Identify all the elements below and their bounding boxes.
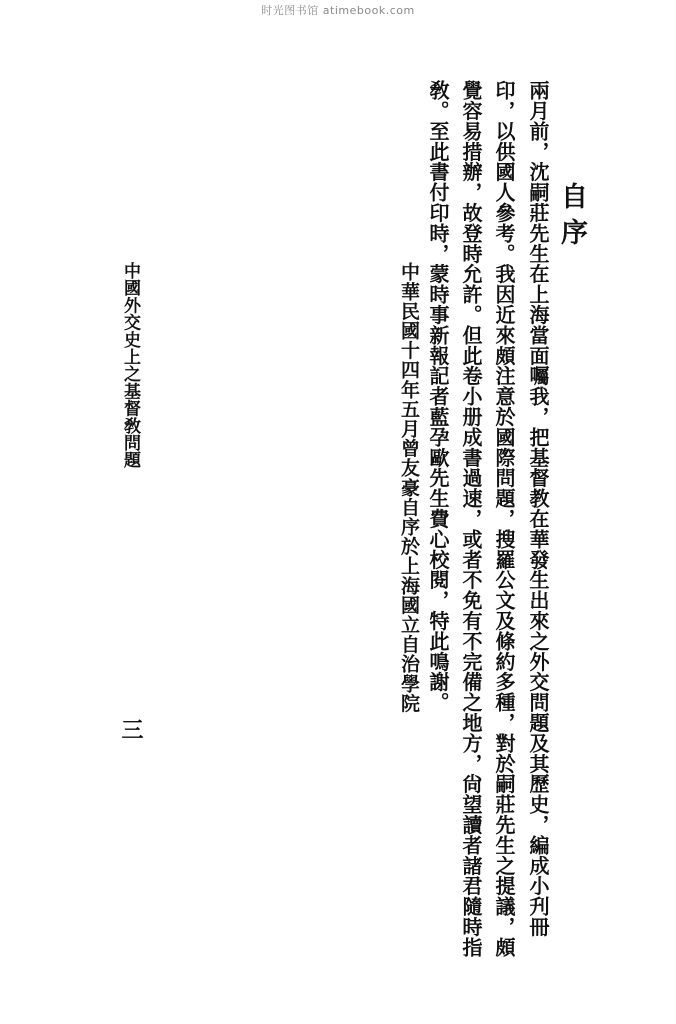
preface-title: 自序 xyxy=(556,182,587,254)
preface-signature-date: 中華民國十四年五月曾友豪自序於上海國立自治學院 xyxy=(398,262,420,713)
preface-line-4: 敎。至此書付印時，蒙時事新報記者藍孕歐先生費心校閱，特此鳴謝。 xyxy=(426,80,450,713)
preface-line-3: 覺容易措辦，故登時允許。但此卷小册成書過速，或者不免有不完備之地方，尙望讀者諸君隨時指 xyxy=(459,80,483,958)
running-head: 中國外交史上之基督敎問題 xyxy=(120,262,140,469)
page-number: 三 xyxy=(118,718,144,740)
preface-line-1: 兩月前，沈嗣莊先生在上海當面囑我，把基督教在華發生出來之外交問題及其歷史，編成小刋冊 xyxy=(526,80,550,937)
watermark-text: 时光图书馆 atimebook.com xyxy=(261,4,415,17)
preface-line-2: 印，以供國人參考。我因近來頗注意於國際問題，搜羅公文及條約多種，對於嗣莊先生之提議，頗 xyxy=(492,80,516,958)
